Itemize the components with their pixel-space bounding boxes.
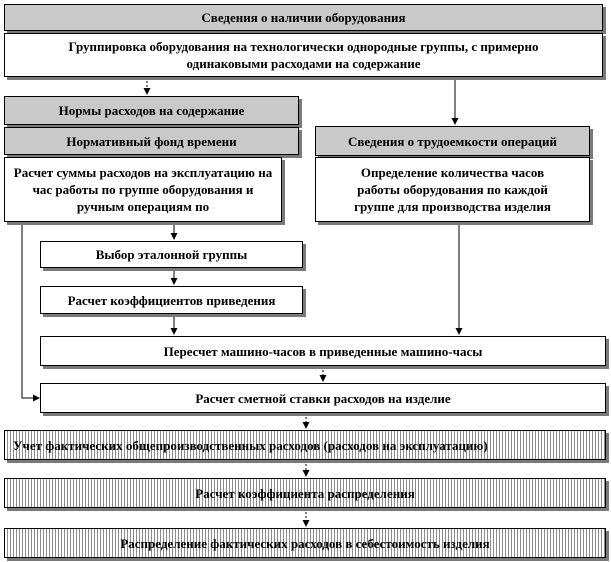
maintenance-norms-box bbox=[4, 96, 299, 125]
hours-calc-box bbox=[315, 157, 590, 222]
equipment-info-box bbox=[4, 4, 603, 31]
cost-distribution-box bbox=[4, 528, 606, 558]
cost-calc-box bbox=[4, 157, 282, 222]
hours-calc-label: Определение количества часов работы оборудования по каждой группе для производства изделия bbox=[354, 165, 551, 214]
estimate-rate-box bbox=[40, 383, 606, 413]
time-fund-box bbox=[4, 127, 299, 155]
estimate-rate-label: Расчет сметной ставки расходов на изделие bbox=[195, 390, 451, 406]
recalc-hours-box bbox=[40, 336, 606, 366]
distribution-coef-box bbox=[4, 478, 606, 508]
grouping-label: Группировка оборудования на технологически однородные группы, с примерно одинаковыми расходами на содержание bbox=[68, 39, 539, 71]
actual-overhead-label: Учет фактических общепроизводственных расходов (расходов на эксплуатацию) bbox=[13, 437, 488, 453]
cost-distribution-label: Распределение фактических расходов в себестоимость изделия bbox=[120, 535, 490, 551]
reference-group-label: Выбор эталонной группы bbox=[95, 247, 248, 262]
arrow-cost-to-estimate bbox=[22, 222, 39, 398]
cost-calc-label: Расчет суммы расходов на эксплуатацию на час работы по группе оборудования и ручным операциям по bbox=[13, 165, 273, 214]
time-fund-label: Нормативный фонд времени bbox=[66, 133, 237, 149]
recalc-hours-label: Пересчет машино-часов в приведенные машино-часы bbox=[163, 343, 483, 359]
coefficients-label: Расчет коэффициентов приведения bbox=[67, 292, 276, 308]
reference-group-box bbox=[40, 241, 303, 268]
actual-overhead-box bbox=[4, 430, 606, 460]
coefficients-box bbox=[40, 286, 303, 314]
equipment-info-label: Сведения о наличии оборудования bbox=[201, 10, 406, 25]
grouping-box bbox=[4, 33, 603, 77]
labor-info-box bbox=[315, 126, 590, 156]
labor-info-label: Сведения о трудоемкости операций bbox=[347, 133, 558, 149]
maintenance-norms-label: Нормы расходов на содержание bbox=[58, 103, 245, 118]
distribution-coef-label: Расчет коэффициента распределения bbox=[195, 485, 415, 501]
